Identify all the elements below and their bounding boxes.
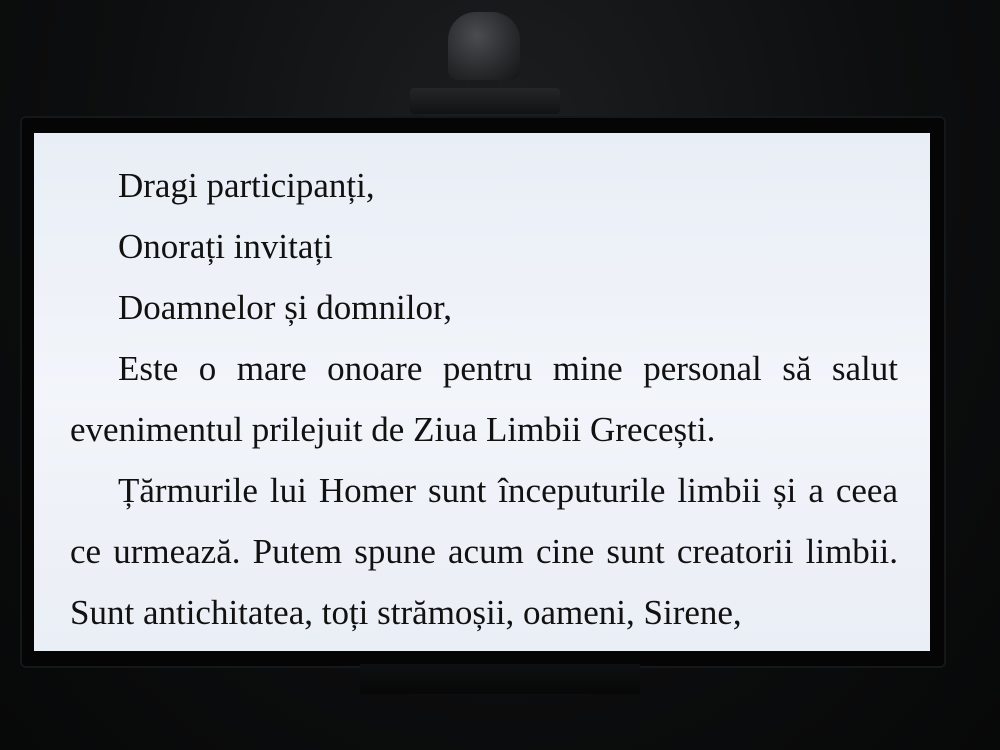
paragraph-1: Este o mare onoare pentru mine personal să salut evenimentul prilejuit de Ziua Limbii Grecești.	[70, 349, 898, 449]
camera-mount	[410, 88, 560, 114]
paragraph-2: Țărmurile lui Homer sunt începuturile limbii și a ceea ce urmează. Putem spune acum cine sunt creatorii limbii. Sunt antichitatea, toți strămoșii, oameni, Sirene,	[70, 471, 898, 632]
webcam-icon	[448, 12, 520, 80]
tv-screen	[34, 133, 930, 651]
slide-text	[70, 155, 898, 643]
greeting-line-2: Onorați invitați	[118, 227, 333, 266]
greeting-line-3: Doamnelor și domnilor,	[118, 288, 452, 327]
tv-stand	[360, 664, 640, 694]
greeting-line-1: Dragi participanți,	[118, 166, 375, 205]
